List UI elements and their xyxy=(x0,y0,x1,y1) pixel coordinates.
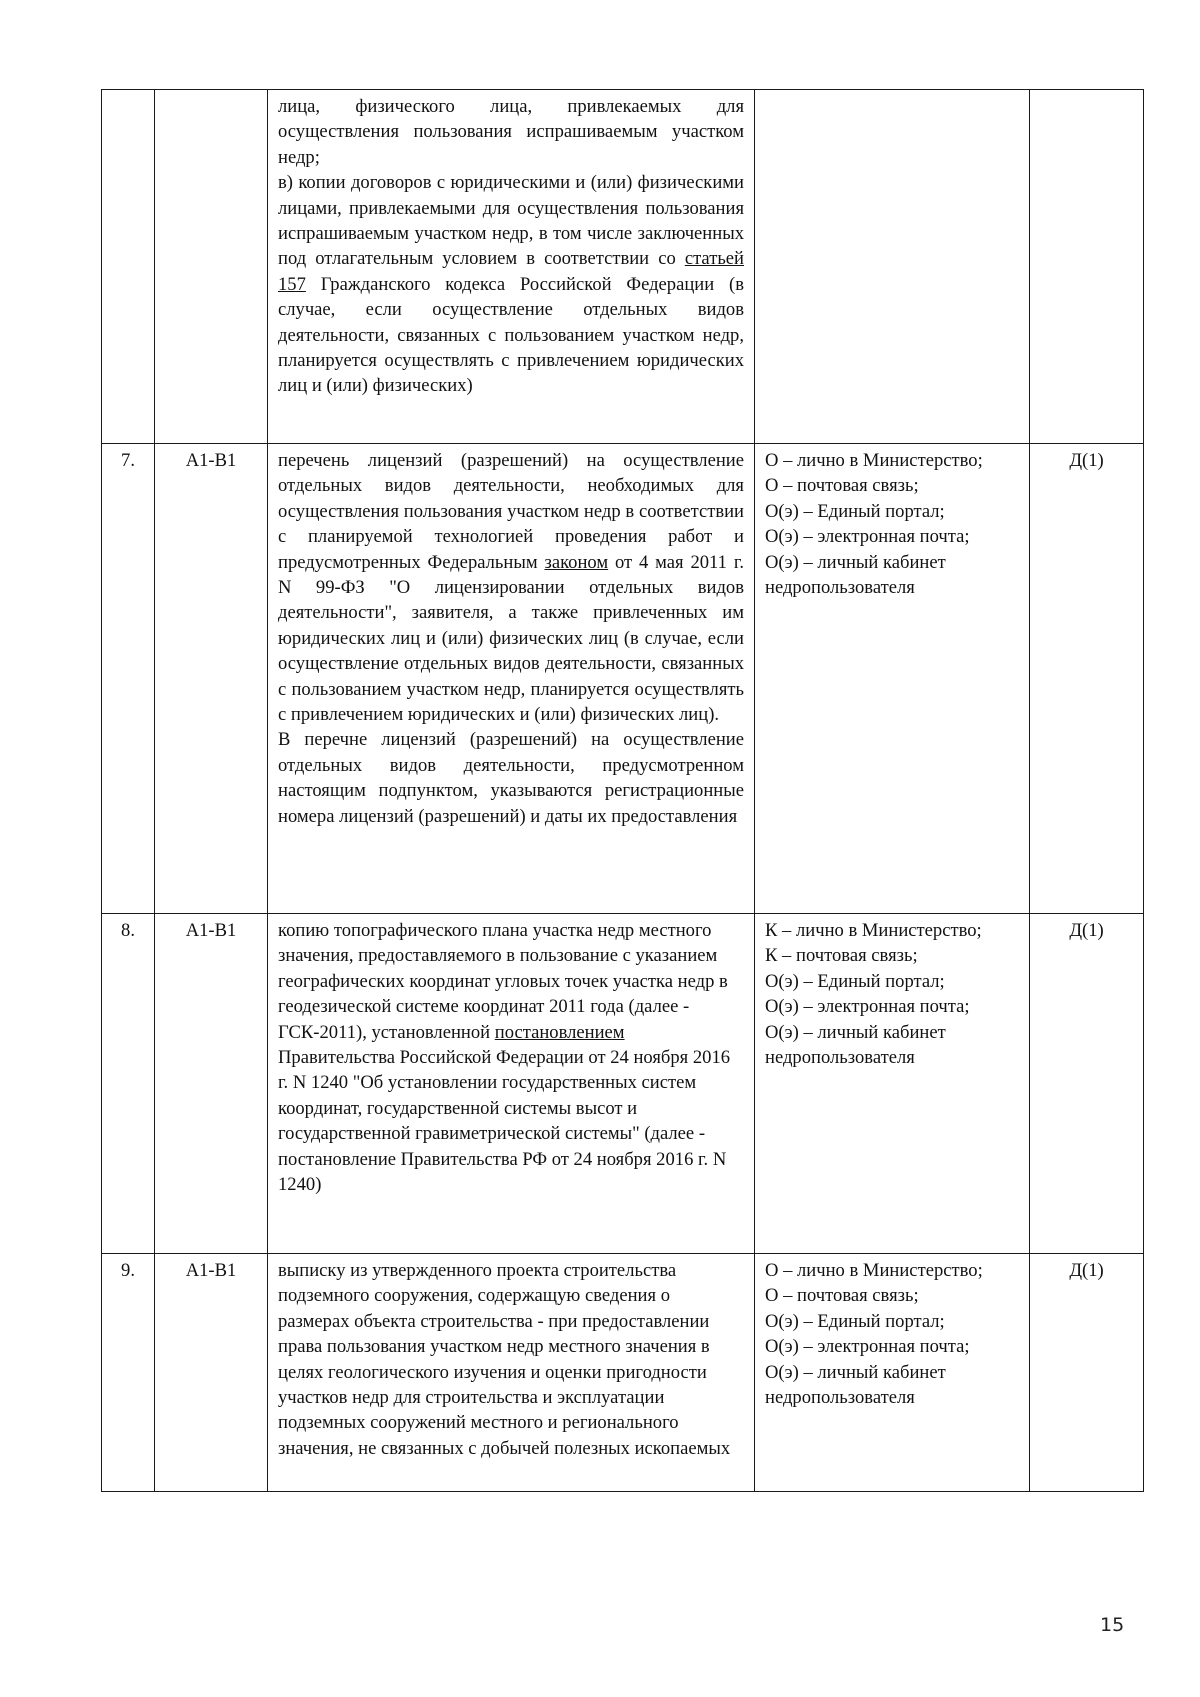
submission-method: О – лично в Министерство; xyxy=(765,450,983,471)
row-code xyxy=(155,90,268,444)
row-code: А1-В1 xyxy=(155,1254,268,1492)
submission-method: О – почтовая связь; xyxy=(765,475,919,497)
row-number: 7. xyxy=(102,444,155,914)
row-code: А1-В1 xyxy=(155,914,268,1254)
submission-method: О(э) – Единый портал; xyxy=(765,500,945,522)
submission-method: О(э) – Единый портал; xyxy=(765,970,945,992)
row-number xyxy=(102,90,155,444)
row-doc-type xyxy=(1030,90,1144,444)
submission-method: О – лично в Министерство; xyxy=(765,1260,983,1281)
row-number: 9. xyxy=(102,1254,155,1492)
row-submission-methods xyxy=(755,914,1030,1254)
row-description xyxy=(268,1254,755,1492)
federal-law-link[interactable]: законом xyxy=(544,551,609,573)
row-number: 8. xyxy=(102,914,155,1254)
submission-method: О(э) – личный кабинет недропользователя xyxy=(765,551,946,599)
row-doc-type: Д(1) xyxy=(1030,914,1144,1254)
description-paragraph: выписку из утвержденного проекта строительства подземного сооружения, содержащую сведения о размерах объекта строительства - при предоставлении права пользования участком недр местного значения в целях геологического изучения и оценки пригодности участков недр для строительства и эксплуатации подземных сооружений местного и регионального значения, не связанных с добычей полезных ископаемых xyxy=(278,1260,731,1459)
table-row xyxy=(102,90,1144,444)
row-doc-type: Д(1) xyxy=(1030,1254,1144,1492)
documents-table xyxy=(101,89,1144,1492)
description-paragraph: копию топографического плана участка недр местного значения, предоставляемого в пользование с указанием географических координат угловых точек участка недр в геодезической системе координат 2011 года (далее - ГСК-2011), установленной постановлением Правительства Российской Федерации от 24 ноября 2016 г. N 1240 "Об установлении государственных систем координат, государственной системы высот и государственной гравиметрической системы" (далее - постановление Правительства РФ от 24 ноября 2016 г. N 1240) xyxy=(278,920,731,1196)
row-submission-methods xyxy=(755,1254,1030,1492)
table-row xyxy=(102,914,1144,1254)
page-number: 15 xyxy=(1100,1614,1125,1636)
description-paragraph: В перечне лицензий (разрешений) на осуществление отдельных видов деятельности, предусмотренном настоящим подпунктом, указываются регистрационные номера лицензий (разрешений) и даты их предоставления xyxy=(278,729,744,827)
description-paragraph: в) копии договоров с юридическими и (или) физическими лицами, привлекаемыми для осуществления пользования испрашиваемым участком недр, в том числе заключенных под отлагательным условием в соответствии со статьей 157 Гражданского кодекса Российской Федерации (в случае, если осуществление отдельных видов деятельности, связанных с пользованием участком недр, планируется осуществлять с привлечением юридических лиц и (или) физических) xyxy=(278,172,744,397)
submission-method: О(э) – электронная почта; xyxy=(765,1336,970,1358)
resolution-link[interactable]: постановлением xyxy=(494,1021,625,1043)
submission-method: О(э) – личный кабинет недропользователя xyxy=(765,1021,946,1069)
submission-method: О(э) – электронная почта; xyxy=(765,526,970,548)
submission-method: К – лично в Министерство; xyxy=(765,920,982,941)
submission-method: О(э) – Единый портал; xyxy=(765,1310,945,1332)
row-submission-methods xyxy=(755,444,1030,914)
row-doc-type: Д(1) xyxy=(1030,444,1144,914)
row-description xyxy=(268,90,755,444)
description-paragraph: перечень лицензий (разрешений) на осуществление отдельных видов деятельности, необходимых для осуществления пользования участком недр в соответствии с планируемой технологией проведения работ и предусмотренных Федеральным законом от 4 мая 2011 г. N 99-ФЗ "О лицензировании отдельных видов деятельности", заявителя, а также привлеченных им юридических лиц и (или) физических лиц (в случае, если осуществление отдельных видов деятельности, связанных с пользованием участком недр, планируется осуществлять с привлечением юридических и (или) физических лиц). xyxy=(278,450,744,726)
submission-method: О – почтовая связь; xyxy=(765,1285,919,1307)
description-paragraph: лица, физического лица, привлекаемых для осуществления пользования испрашиваемым участком недр; xyxy=(278,96,744,168)
submission-method: О(э) – личный кабинет недропользователя xyxy=(765,1361,946,1409)
table-row xyxy=(102,444,1144,914)
row-description xyxy=(268,444,755,914)
submission-method: О(э) – электронная почта; xyxy=(765,996,970,1018)
row-submission-methods xyxy=(755,90,1030,444)
row-code: А1-В1 xyxy=(155,444,268,914)
row-description xyxy=(268,914,755,1254)
submission-method: К – почтовая связь; xyxy=(765,945,918,967)
law-article-link[interactable]: статьей 157 xyxy=(278,248,744,295)
table-row xyxy=(102,1254,1144,1492)
